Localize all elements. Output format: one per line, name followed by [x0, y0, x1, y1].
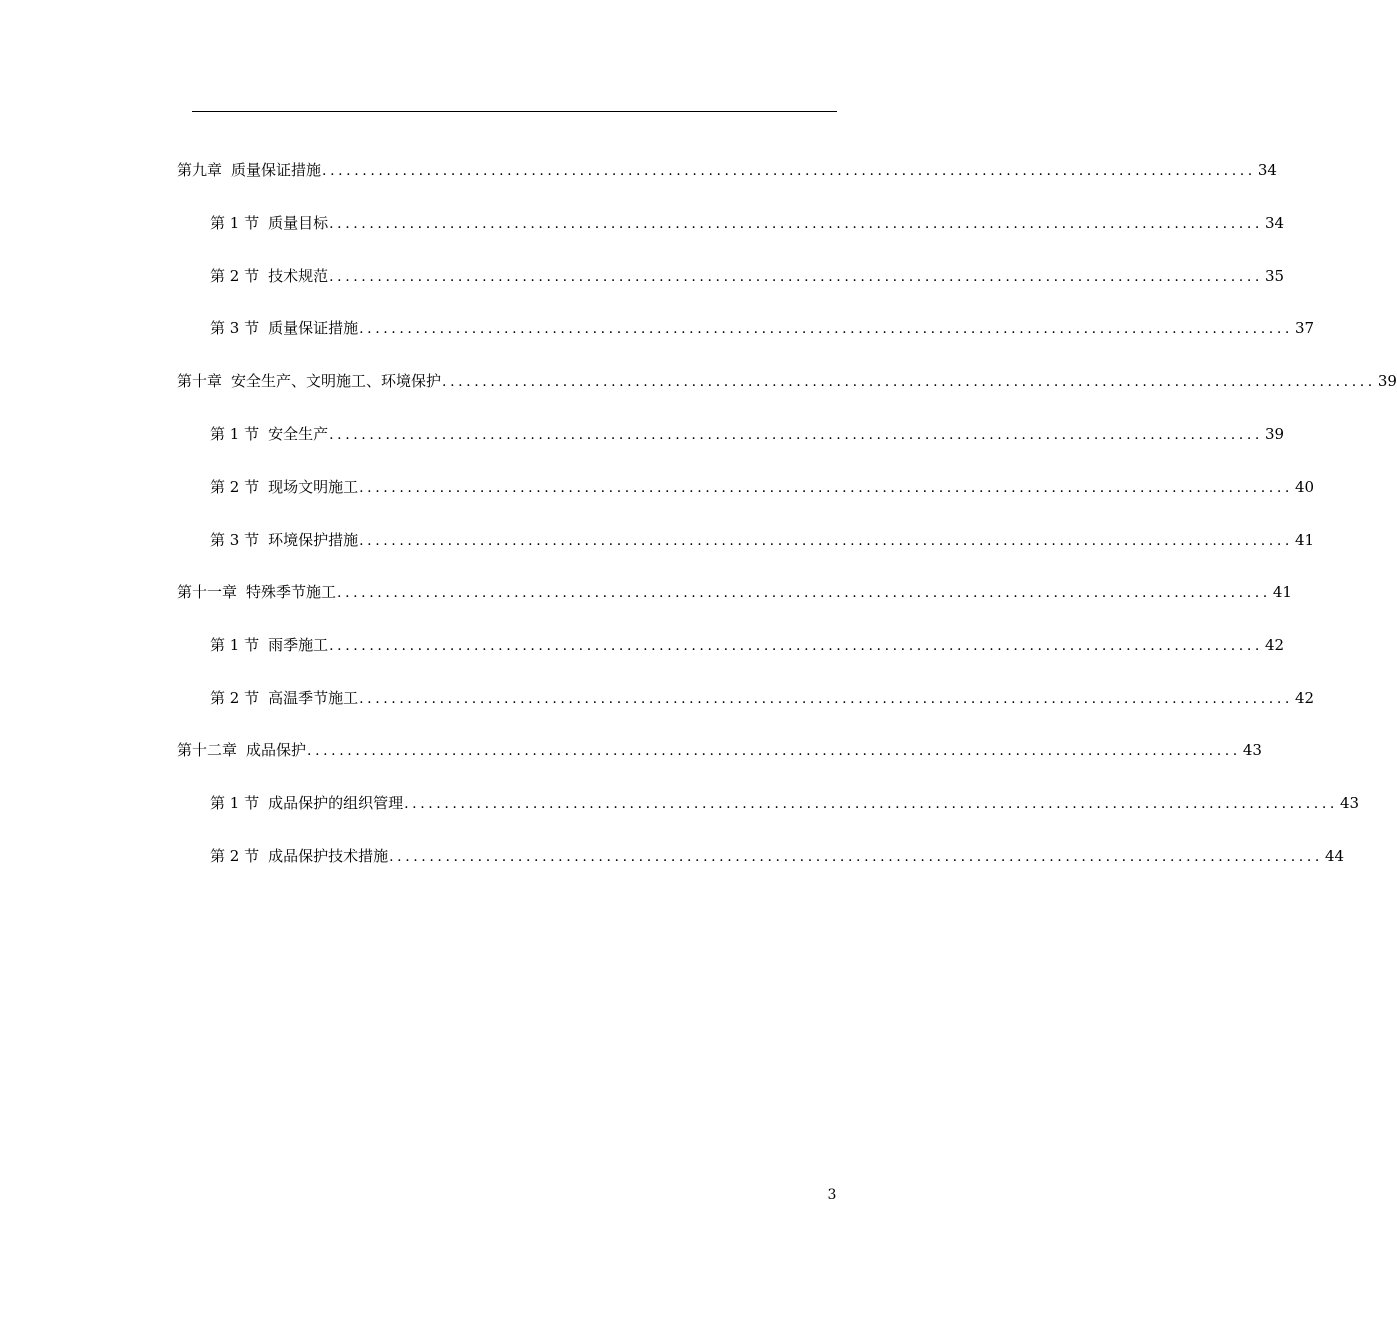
toc-entry-number: 第 3 节 — [210, 319, 260, 337]
toc-entry-page: 37 — [1294, 319, 1315, 337]
toc-entry-section[interactable] — [210, 844, 1345, 868]
toc-entry-title: 安全生产 — [268, 425, 329, 443]
page-number: 3 — [827, 1187, 837, 1203]
toc-entry-section[interactable] — [210, 264, 1285, 288]
toc-entry-number: 第 1 节 — [210, 425, 260, 443]
toc-entry-section[interactable] — [210, 528, 1315, 552]
toc-entry-number: 第 2 节 — [210, 847, 260, 865]
toc-entry-number: 第 1 节 — [210, 636, 260, 654]
toc-entry-chapter-9[interactable] — [177, 158, 1277, 182]
toc-entry-chapter-12[interactable] — [177, 738, 1262, 762]
toc-entry-number: 第 1 节 — [210, 214, 260, 232]
toc-dot-leader: .................................................................................................................... — [307, 743, 1241, 759]
toc-entry-page: 43 — [1339, 794, 1360, 812]
toc-entry-title: 质量保证措施 — [268, 319, 359, 337]
toc-entry-chapter-11[interactable] — [177, 580, 1292, 604]
toc-entry-section[interactable] — [210, 316, 1315, 340]
toc-entry-number: 第十二章 — [177, 741, 238, 759]
toc-entry-section[interactable] — [210, 633, 1285, 657]
toc-entry-section[interactable] — [210, 791, 1360, 815]
toc-dot-leader: .................................................................................................................... — [337, 585, 1271, 601]
toc-entry-page: 39 — [1377, 372, 1397, 390]
toc-dot-leader: .................................................................................................................... — [359, 480, 1293, 496]
toc-entry-title: 环境保护措施 — [268, 531, 359, 549]
toc-entry-number: 第 3 节 — [210, 531, 260, 549]
toc-entry-title: 成品保护的组织管理 — [268, 794, 404, 812]
toc-entry-title: 高温季节施工 — [268, 689, 359, 707]
toc-entry-section[interactable] — [210, 422, 1285, 446]
toc-entry-page: 44 — [1324, 847, 1345, 865]
toc-entry-title: 质量目标 — [268, 214, 329, 232]
toc-entry-number: 第 1 节 — [210, 794, 260, 812]
toc-entry-title: 雨季施工 — [268, 636, 329, 654]
toc-dot-leader: .................................................................................................................... — [359, 321, 1293, 337]
toc-entry-section[interactable] — [210, 686, 1315, 710]
toc-entry-title: 特殊季节施工 — [246, 583, 337, 601]
toc-dot-leader: .................................................................................................................... — [389, 849, 1323, 865]
toc-dot-leader: .................................................................................................................... — [359, 691, 1293, 707]
toc-dot-leader: .................................................................................................................... — [404, 796, 1338, 812]
toc-entry-page: 41 — [1272, 583, 1292, 601]
toc-entry-title: 现场文明施工 — [268, 478, 359, 496]
toc-entry-title: 技术规范 — [268, 267, 329, 285]
toc-dot-leader: .................................................................................................................... — [359, 533, 1293, 549]
toc-entry-page: 43 — [1242, 741, 1262, 759]
toc-entry-section[interactable] — [210, 475, 1315, 499]
toc-dot-leader: .................................................................................................................... — [329, 638, 1263, 654]
toc-entry-title: 成品保护技术措施 — [268, 847, 389, 865]
toc-entry-page: 42 — [1264, 636, 1285, 654]
toc-entry-page: 39 — [1264, 425, 1285, 443]
toc-entry-number: 第十一章 — [177, 583, 238, 601]
toc-dot-leader: .................................................................................................................... — [322, 163, 1256, 179]
toc-entry-number: 第 2 节 — [210, 267, 260, 285]
toc-entry-page: 35 — [1264, 267, 1285, 285]
toc-dot-leader: .................................................................................................................... — [329, 216, 1263, 232]
toc-entry-number: 第九章 — [177, 161, 223, 179]
toc-entry-title: 成品保护 — [246, 741, 307, 759]
toc-entry-page: 40 — [1294, 478, 1315, 496]
toc-entry-number: 第 2 节 — [210, 478, 260, 496]
toc-dot-leader: .................................................................................................................... — [329, 427, 1263, 443]
toc-entry-page: 41 — [1294, 531, 1315, 549]
toc-entry-title: 质量保证措施 — [231, 161, 322, 179]
toc-entry-page: 34 — [1257, 161, 1277, 179]
toc-entry-number: 第十章 — [177, 372, 223, 390]
toc-entry-number: 第 2 节 — [210, 689, 260, 707]
toc-dot-leader: .................................................................................................................... — [442, 374, 1376, 390]
toc-entry-page: 42 — [1294, 689, 1315, 707]
toc-dot-leader: .................................................................................................................... — [329, 269, 1263, 285]
toc-entry-page: 34 — [1264, 214, 1285, 232]
toc-entry-title: 安全生产、文明施工、环境保护 — [231, 372, 442, 390]
toc-entry-chapter-10[interactable] — [177, 369, 1397, 393]
toc-entry-section[interactable] — [210, 211, 1285, 235]
